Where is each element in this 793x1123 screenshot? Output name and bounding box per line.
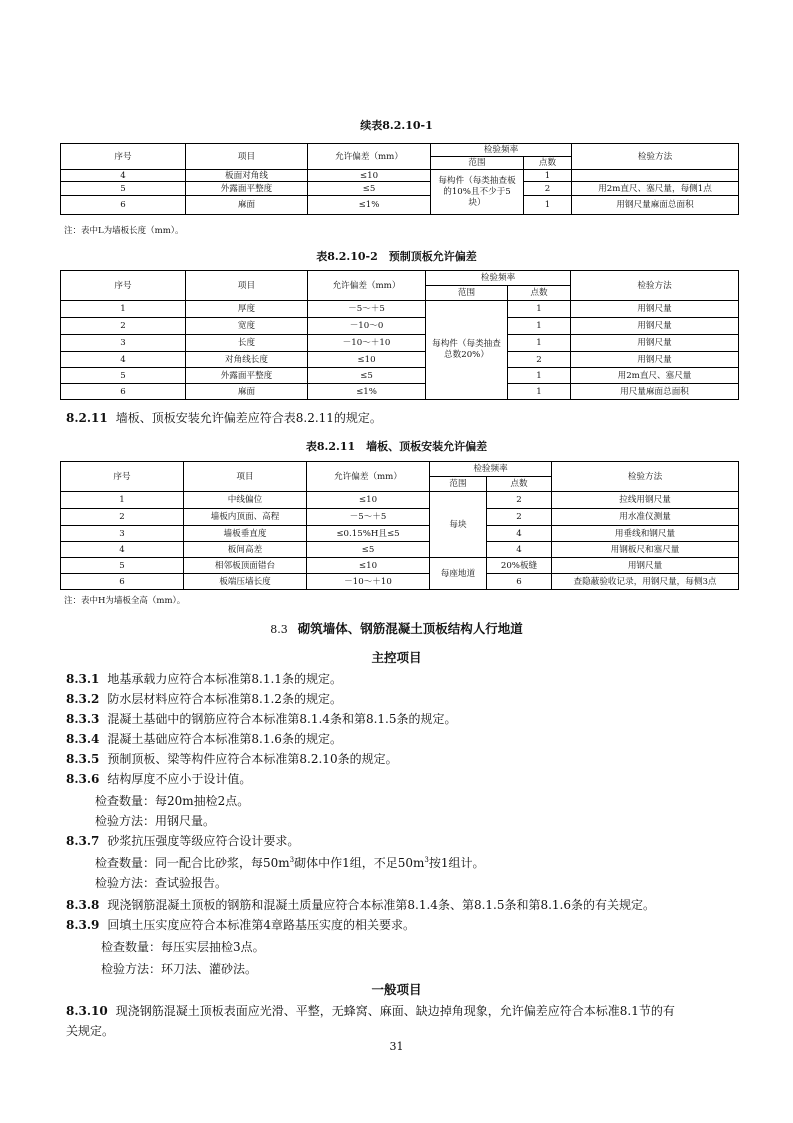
table-cell: 用钢尺量 — [571, 301, 739, 318]
t3-range-a: 每块 — [430, 492, 487, 558]
table3-caption: 表8.2.11 墙板、顶板安装允许偏差 — [305, 440, 488, 453]
clause-text: 防水层材料应符合本标准第8.1.2条的规定。 — [107, 692, 342, 706]
table-cell: 1 — [524, 170, 572, 182]
t2-head-item: 项目 — [186, 271, 308, 301]
check-quantity: 检查数量：每20m抽检2点。 — [95, 794, 250, 808]
table-cell: ≤5 — [308, 368, 426, 384]
table-cell: 用尺量麻面总面积 — [571, 384, 739, 400]
table-cell: 板间高差 — [184, 542, 307, 558]
table-cell: 用钢尺量 — [552, 558, 739, 574]
table-cell: 墙板内顶面、高程 — [184, 509, 307, 526]
table-cell: 查隐蔽验收记录，用钢尺量，每侧3点 — [552, 574, 739, 590]
check-method: 检验方法：环刀法、灌砂法。 — [101, 962, 258, 976]
clause-number: 8.3.3 — [66, 712, 100, 726]
table-cell: ≤10 — [307, 492, 430, 509]
t2-head-tol: 允许偏差（mm） — [308, 271, 426, 301]
clause-number: 8.3.6 — [66, 772, 100, 786]
clause-text: 现浇钢筋混凝土顶板的钢筋和混凝土质量应符合本标准第8.1.4条、第8.1.5条和第8.1.6条的有关规定。 — [107, 898, 656, 912]
table-cell: ≤10 — [308, 170, 431, 182]
table3-note: 注：表中H为墙板全高（mm）。 — [64, 596, 186, 606]
table-cell: 20%板缝 — [487, 558, 552, 574]
t1-head-range: 范围 — [431, 157, 524, 170]
table-cell: 1 — [508, 301, 571, 318]
clause-8-3-6 — [66, 770, 251, 787]
text-run: 检查数量：同一配合比砂浆，每50m — [95, 856, 290, 870]
t2-head-points: 点数 — [508, 286, 571, 301]
table-cell: 麻面 — [186, 196, 308, 215]
clause-number: 8.3.4 — [66, 732, 100, 746]
table-cell: 外露面平整度 — [186, 182, 308, 196]
clause-number: 8.3.5 — [66, 752, 100, 766]
table-cell: 5 — [61, 368, 186, 384]
table-cell: 3 — [61, 526, 184, 542]
check-method: 检验方法：用钢尺量。 — [95, 814, 216, 828]
table-cell: 中线偏位 — [184, 492, 307, 509]
table-cell: －5～＋5 — [308, 301, 426, 318]
clause-8-3-7 — [66, 832, 299, 849]
t2-range: 每构件（每类抽查总数20%） — [426, 301, 508, 400]
table-cell: 2 — [524, 182, 572, 196]
table-cell: 3 — [61, 335, 186, 352]
t3-head-tol: 允许偏差（mm） — [307, 462, 430, 492]
t3-head-freq: 检验频率 — [430, 462, 552, 477]
table-cell: ≤5 — [307, 542, 430, 558]
table-cell: 1 — [508, 335, 571, 352]
page-number: 31 — [389, 1040, 404, 1053]
check-quantity: 检查数量：每压实层抽检3点。 — [101, 940, 265, 954]
table2 — [60, 270, 739, 400]
table-cell: 6 — [61, 574, 184, 590]
clause-8-3-10-cont: 关规定。 — [66, 1024, 115, 1038]
clause-number: 8.3.8 — [66, 898, 100, 912]
table-cell: －10～0 — [308, 318, 426, 335]
clause-8-3-8 — [66, 896, 655, 913]
table-cell: 4 — [61, 170, 186, 182]
t3-head-points: 点数 — [487, 477, 552, 492]
table-cell: 拉线用钢尺量 — [552, 492, 739, 509]
table-cell: 4 — [487, 542, 552, 558]
clause-8-3-9 — [66, 916, 415, 933]
table-cell: 麻面 — [186, 384, 308, 400]
table-cell: 2 — [508, 352, 571, 368]
t3-range-b: 每座地道 — [430, 558, 487, 590]
table-cell: 长度 — [186, 335, 308, 352]
table-cell: 1 — [61, 492, 184, 509]
table-cell: 1 — [508, 368, 571, 384]
clause-8-3-10 — [66, 1002, 675, 1019]
table-cell: －5～＋5 — [307, 509, 430, 526]
clause-number: 8.3.9 — [66, 918, 100, 932]
t3-head-method: 检验方法 — [552, 462, 739, 492]
table-cell: 6 — [61, 384, 186, 400]
t1-head-points: 点数 — [524, 157, 572, 170]
superscript: 3 — [424, 856, 429, 864]
table-cell: 5 — [61, 558, 184, 574]
t2-head-seq: 序号 — [61, 271, 186, 301]
table-cell: 板端压墙长度 — [184, 574, 307, 590]
table-cell: 用水准仪测量 — [552, 509, 739, 526]
clause-8-3-2 — [66, 690, 342, 707]
table-cell: －10～＋10 — [307, 574, 430, 590]
clause-number: 8.3.1 — [66, 672, 100, 686]
clause-number: 8.3.10 — [66, 1004, 108, 1018]
table1-caption: 续表8.2.10-1 — [360, 119, 433, 132]
section-title — [0, 619, 793, 637]
table1-note: 注：表中L为墙板长度（mm）。 — [64, 226, 184, 236]
t1-head-seq: 序号 — [61, 144, 186, 170]
check-method: 检验方法：查试验报告。 — [95, 876, 228, 890]
table2-caption: 表8.2.10-2 预制顶板允许偏差 — [316, 250, 477, 263]
table-cell: 1 — [524, 196, 572, 215]
clause-8-3-1 — [66, 670, 342, 687]
t3-head-range: 范围 — [430, 477, 487, 492]
table-cell: ≤0.15%H且≤5 — [307, 526, 430, 542]
table-cell: 5 — [61, 182, 186, 196]
table3 — [60, 461, 739, 590]
section-title-text: 砌筑墙体、钢筋混凝土顶板结构人行地道 — [297, 621, 523, 636]
t2-head-range: 范围 — [426, 286, 508, 301]
table-cell: ≤1% — [308, 196, 431, 215]
table-cell: 4 — [487, 526, 552, 542]
t2-head-freq: 检验频率 — [426, 271, 571, 286]
table-cell: ≤10 — [308, 352, 426, 368]
t1-range: 每构件（每类抽查板的10%且不少于5块） — [431, 170, 524, 215]
clause-text: 结构厚度不应小于设计值。 — [107, 772, 252, 786]
text-run: 按1组计。 — [428, 856, 485, 870]
clause-8-3-3 — [66, 710, 456, 727]
table-cell: 用钢尺量 — [571, 352, 739, 368]
section-number: 8.3 — [270, 623, 288, 636]
table-cell: 宽度 — [186, 318, 308, 335]
table-cell: －10～＋10 — [308, 335, 426, 352]
clause-text: 墙板、顶板安装允许偏差应符合表8.2.11的规定。 — [115, 411, 382, 425]
table-cell: 用垂线和钢尺量 — [552, 526, 739, 542]
t1-head-method: 检验方法 — [572, 144, 739, 170]
table-cell: 用2m直尺、塞尺量，每侧1点 — [572, 182, 739, 196]
clause-text: 砂浆抗压强度等级应符合设计要求。 — [107, 834, 300, 848]
clause-number: 8.3.7 — [66, 834, 100, 848]
table-cell: 用钢尺量麻面总面积 — [572, 196, 739, 215]
table-cell: 用钢板尺和塞尺量 — [552, 542, 739, 558]
table-cell: 用钢尺量 — [571, 318, 739, 335]
general-items-heading: 一般项目 — [371, 982, 422, 997]
t1-head-freq: 检验频率 — [431, 144, 572, 157]
clause-text: 混凝土基础中的钢筋应符合本标准第8.1.4条和第8.1.5条的规定。 — [107, 712, 457, 726]
table-cell: 2 — [61, 318, 186, 335]
clause-text: 预制顶板、梁等构件应符合本标准第8.2.10条的规定。 — [107, 752, 398, 766]
main-items-heading: 主控项目 — [371, 650, 422, 665]
table-cell: ≤10 — [307, 558, 430, 574]
table-cell: 1 — [508, 318, 571, 335]
t3-head-item: 项目 — [184, 462, 307, 492]
clause-text: 回填土压实度应符合本标准第4章路基压实度的相关要求。 — [107, 918, 416, 932]
table-cell: 6 — [487, 574, 552, 590]
table-cell: ≤5 — [308, 182, 431, 196]
t3-head-seq: 序号 — [61, 462, 184, 492]
check-quantity — [95, 854, 485, 871]
clause-text: 混凝土基础应符合本标准第8.1.6条的规定。 — [107, 732, 342, 746]
table-cell: 墙板垂直度 — [184, 526, 307, 542]
table-cell: 相邻板顶面错台 — [184, 558, 307, 574]
table-cell: 6 — [61, 196, 186, 215]
table-cell: 2 — [487, 509, 552, 526]
table-cell: 外露面平整度 — [186, 368, 308, 384]
clause-text: 地基承载力应符合本标准第8.1.1条的规定。 — [107, 672, 342, 686]
t1-head-tol: 允许偏差（mm） — [308, 144, 431, 170]
table-cell: 板面对角线 — [186, 170, 308, 182]
table-cell: 4 — [61, 352, 186, 368]
table-cell: 1 — [508, 384, 571, 400]
table-cell: 厚度 — [186, 301, 308, 318]
superscript: 3 — [289, 856, 295, 864]
table-cell: ≤1% — [308, 384, 426, 400]
clause-8-3-5 — [66, 750, 398, 767]
table-cell: 2 — [61, 509, 184, 526]
clause-8-3-4 — [66, 730, 342, 747]
t1-head-item: 项目 — [186, 144, 308, 170]
text-run: 砌体中作1组，不足50m — [294, 856, 425, 870]
clause-number: 8.2.11 — [66, 411, 108, 425]
table-cell: 4 — [61, 542, 184, 558]
table-cell: 2 — [487, 492, 552, 509]
table-cell: 用钢尺量 — [571, 335, 739, 352]
table1 — [60, 143, 739, 215]
table-cell: 对角线长度 — [186, 352, 308, 368]
table-cell: 用2m直尺、塞尺量 — [571, 368, 739, 384]
table-cell: 1 — [61, 301, 186, 318]
t2-head-method: 检验方法 — [571, 271, 739, 301]
clause-number: 8.3.2 — [66, 692, 100, 706]
table-cell — [572, 170, 739, 182]
paragraph-8-2-11 — [66, 409, 382, 426]
clause-text: 现浇钢筋混凝土顶板表面应光滑、平整，无蜂窝、麻面、缺边掉角现象，允许偏差应符合本标准8.1节的有 — [115, 1004, 675, 1018]
